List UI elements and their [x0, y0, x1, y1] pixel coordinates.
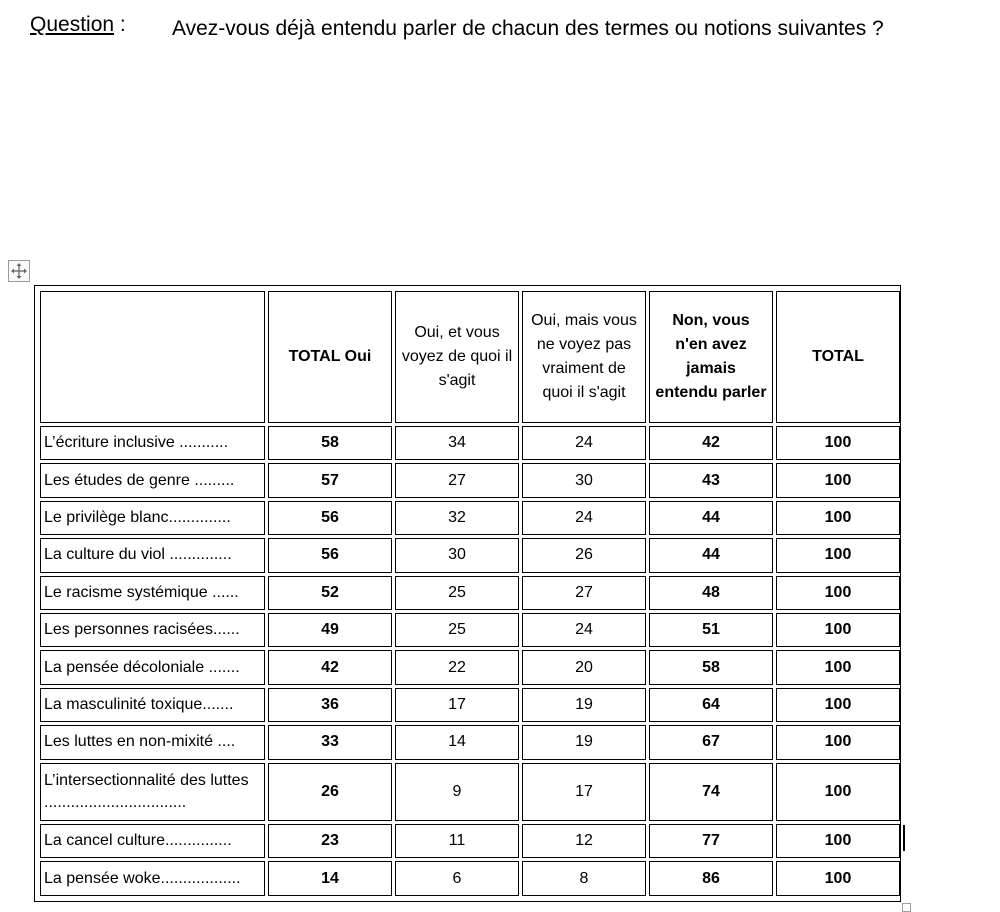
cell-non: 74 — [649, 763, 773, 821]
cell-oui-voyez: 14 — [395, 725, 519, 759]
table-row — [40, 688, 900, 722]
cell-oui-pas-vraiment: 24 — [522, 613, 646, 647]
table-row — [40, 824, 900, 858]
table-row — [40, 613, 900, 647]
cell-oui-voyez: 9 — [395, 763, 519, 821]
row-label: Le racisme systémique ...... — [40, 576, 265, 610]
question-label — [30, 13, 126, 37]
cell-total: 100 — [776, 613, 900, 647]
cell-oui-voyez: 25 — [395, 613, 519, 647]
cell-total-oui: 56 — [268, 538, 392, 572]
table-move-handle[interactable] — [8, 260, 30, 282]
row-label: L’écriture inclusive ........... — [40, 426, 265, 460]
cell-total-oui: 26 — [268, 763, 392, 821]
cell-oui-pas-vraiment: 20 — [522, 650, 646, 684]
cell-non: 43 — [649, 463, 773, 497]
row-label: La cancel culture............... — [40, 824, 265, 858]
cell-oui-pas-vraiment: 30 — [522, 463, 646, 497]
row-label: La pensée décoloniale ....... — [40, 650, 265, 684]
cell-total: 100 — [776, 463, 900, 497]
cell-total: 100 — [776, 576, 900, 610]
header-oui-voyez: Oui, et vous voyez de quoi il s'agit — [395, 291, 519, 423]
cell-oui-voyez: 11 — [395, 824, 519, 858]
cell-total: 100 — [776, 688, 900, 722]
cell-oui-pas-vraiment: 17 — [522, 763, 646, 821]
cell-oui-voyez: 32 — [395, 501, 519, 535]
cell-non: 44 — [649, 501, 773, 535]
move-icon — [9, 261, 29, 281]
table-row — [40, 650, 900, 684]
cell-total-oui: 52 — [268, 576, 392, 610]
cell-non: 51 — [649, 613, 773, 647]
table-row — [40, 538, 900, 572]
cell-oui-voyez: 25 — [395, 576, 519, 610]
cell-oui-voyez: 22 — [395, 650, 519, 684]
row-label: La culture du viol .............. — [40, 538, 265, 572]
table-row — [40, 763, 900, 821]
cell-total: 100 — [776, 725, 900, 759]
row-label: Le privilège blanc.............. — [40, 501, 265, 535]
cell-oui-pas-vraiment: 12 — [522, 824, 646, 858]
cell-oui-pas-vraiment: 27 — [522, 576, 646, 610]
table-row — [40, 501, 900, 535]
question-label-text: Question — [30, 13, 115, 36]
table-row — [40, 463, 900, 497]
cell-oui-voyez: 34 — [395, 426, 519, 460]
header-oui-pas-vraiment: Oui, mais vous ne voyez pas vraiment de quoi il s'agit — [522, 291, 646, 423]
cell-oui-pas-vraiment: 24 — [522, 501, 646, 535]
cell-total: 100 — [776, 824, 900, 858]
cell-total-oui: 57 — [268, 463, 392, 497]
header-non: Non, vous n'en avez jamais entendu parler — [649, 291, 773, 423]
cell-oui-pas-vraiment: 19 — [522, 725, 646, 759]
cell-total-oui: 58 — [268, 426, 392, 460]
row-label: L’intersectionnalité des luttes ................................ — [40, 763, 265, 821]
cell-oui-pas-vraiment: 19 — [522, 688, 646, 722]
table-row — [40, 725, 900, 759]
question-text: Avez-vous déjà entendu parler de chacun des termes ou notions suivantes ? — [172, 17, 884, 40]
cell-total: 100 — [776, 650, 900, 684]
cell-oui-pas-vraiment: 24 — [522, 426, 646, 460]
cell-non: 67 — [649, 725, 773, 759]
cell-non: 77 — [649, 824, 773, 858]
row-label: La pensée woke.................. — [40, 861, 265, 896]
cell-total-oui: 49 — [268, 613, 392, 647]
cell-total-oui: 42 — [268, 650, 392, 684]
cell-oui-pas-vraiment: 8 — [522, 861, 646, 896]
cell-oui-pas-vraiment: 26 — [522, 538, 646, 572]
header-total: TOTAL — [776, 291, 900, 423]
cell-total: 100 — [776, 763, 900, 821]
cell-non: 44 — [649, 538, 773, 572]
cell-oui-voyez: 30 — [395, 538, 519, 572]
cell-oui-voyez: 17 — [395, 688, 519, 722]
cell-oui-voyez: 27 — [395, 463, 519, 497]
cell-total: 100 — [776, 538, 900, 572]
cell-total: 100 — [776, 861, 900, 896]
header-empty — [40, 291, 265, 423]
cell-total-oui: 14 — [268, 861, 392, 896]
question-label-separator: : — [114, 13, 126, 36]
cell-total: 100 — [776, 426, 900, 460]
row-label: Les luttes en non-mixité .... — [40, 725, 265, 759]
table-row — [40, 426, 900, 460]
header-total-oui: TOTAL Oui — [268, 291, 392, 423]
cell-non: 48 — [649, 576, 773, 610]
row-label: La masculinité toxique....... — [40, 688, 265, 722]
cell-total: 100 — [776, 501, 900, 535]
table-row — [40, 861, 900, 896]
cell-total-oui: 33 — [268, 725, 392, 759]
row-label: Les études de genre ......... — [40, 463, 265, 497]
table-row — [40, 576, 900, 610]
table-resize-marker[interactable] — [903, 825, 905, 851]
survey-table — [34, 285, 901, 902]
row-label: Les personnes racisées...... — [40, 613, 265, 647]
cell-total-oui: 56 — [268, 501, 392, 535]
cell-non: 86 — [649, 861, 773, 896]
cell-total-oui: 36 — [268, 688, 392, 722]
cell-non: 42 — [649, 426, 773, 460]
cell-non: 64 — [649, 688, 773, 722]
cell-oui-voyez: 6 — [395, 861, 519, 896]
cell-non: 58 — [649, 650, 773, 684]
cell-total-oui: 23 — [268, 824, 392, 858]
